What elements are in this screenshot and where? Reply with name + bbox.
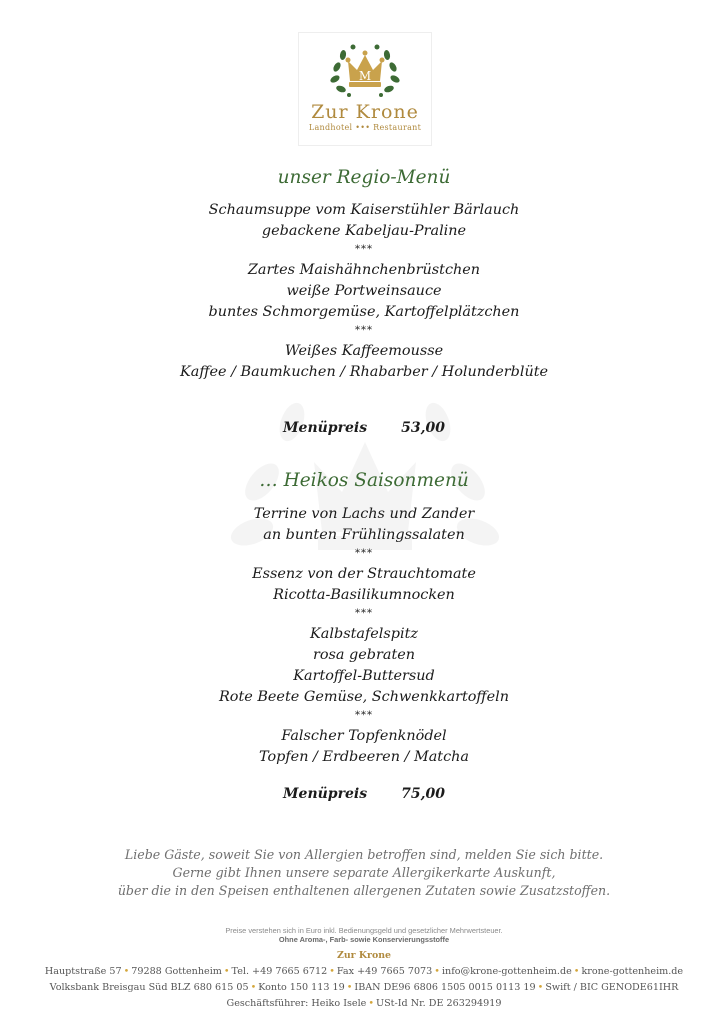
price-label: Menüpreis xyxy=(283,420,368,436)
additives-note: Ohne Aroma-, Farb- sowie Konservierungsstoffe xyxy=(278,935,450,944)
footer-email-link[interactable]: info@krone-gottenheim.de xyxy=(441,966,572,977)
dish-line: weiße Portweinsauce xyxy=(286,283,442,299)
dish-line: Essenz von der Strauchtomate xyxy=(252,566,476,582)
regio-course-3 xyxy=(0,341,728,383)
svg-text:M: M xyxy=(358,69,372,83)
allergy-line: Liebe Gäste, soweit Sie von Allergien betroffen sind, melden Sie sich bitte. xyxy=(124,847,604,862)
regio-menu-title: unser Regio-Menü xyxy=(277,167,451,188)
course-separator: *** xyxy=(355,608,373,619)
dish-line: buntes Schmorgemüse, Kartoffelplätzchen xyxy=(208,304,520,320)
logo xyxy=(298,32,432,146)
dish-line: Schaumsuppe vom Kaiserstühler Bärlauch xyxy=(208,202,520,218)
regio-course-1 xyxy=(0,200,728,242)
bullet-icon: • xyxy=(537,982,544,993)
saison-course-1 xyxy=(0,504,728,546)
footer-manager: Geschäftsführer: Heiko Isele xyxy=(226,998,367,1009)
price-value: 53,00 xyxy=(401,420,445,436)
bullet-icon: • xyxy=(223,966,230,977)
course-separator: *** xyxy=(355,548,373,559)
saison-course-4 xyxy=(0,726,728,768)
bullet-icon: • xyxy=(123,966,130,977)
saison-course-3 xyxy=(0,624,728,708)
regio-course-2 xyxy=(0,260,728,323)
bullet-icon: • xyxy=(573,966,580,977)
footer-company-name: Zur Krone xyxy=(337,950,391,961)
bullet-icon: • xyxy=(250,982,257,993)
saison-course-2 xyxy=(0,564,728,606)
dish-line: Zartes Maishähnchenbrüstchen xyxy=(247,262,481,278)
dish-line: Rote Beete Gemüse, Schwenkkartoffeln xyxy=(218,689,510,705)
dish-line: Falscher Topfenknödel xyxy=(281,728,447,744)
regio-menu xyxy=(0,165,728,438)
saison-menu-title: … Heikos Saisonmenü xyxy=(259,470,469,491)
allergy-note xyxy=(0,846,728,900)
footer-website-link[interactable]: krone-gottenheim.de xyxy=(581,966,684,977)
footer-bic: Swift / BIC GENODE61IHR xyxy=(545,982,679,993)
footer-account: Konto 150 113 19 xyxy=(258,982,345,993)
crown-emblem-icon xyxy=(323,37,407,101)
dish-line: rosa gebraten xyxy=(312,647,416,663)
allergy-line: Gerne gibt Ihnen unsere separate Allergikerkarte Auskunft, xyxy=(172,865,556,880)
price-note: Preise verstehen sich in Euro inkl. Bedienungsgeld und gesetzlicher Mehrwertsteuer. xyxy=(225,926,503,935)
footer-phone: Tel. +49 7665 6712 xyxy=(231,966,328,977)
dish-line: an bunten Frühlingssalaten xyxy=(263,527,465,543)
dish-line: Terrine von Lachs und Zander xyxy=(253,506,475,522)
brand-subtitle: Landhotel ••• Restaurant xyxy=(308,123,422,132)
dish-line: Topfen / Erdbeeren / Matcha xyxy=(259,749,469,765)
price-label: Menüpreis xyxy=(283,786,368,802)
footer-bank-line xyxy=(0,980,728,996)
footer-street: Hauptstraße 57 xyxy=(44,966,122,977)
bullet-icon: • xyxy=(329,966,335,977)
allergy-line: über die in den Speisen enthaltenen allergenen Zutaten sowie Zusatzstoffen. xyxy=(117,883,611,898)
course-separator: *** xyxy=(355,244,373,255)
dish-line: Ricotta-Basilikumnocken xyxy=(273,587,455,603)
footer-iban: IBAN DE96 6806 1505 0015 0113 19 xyxy=(354,982,536,993)
dish-line: Kartoffel-Buttersud xyxy=(293,668,435,684)
course-separator: *** xyxy=(355,710,373,721)
footer-bank: Volksbank Breisgau Süd BLZ 680 615 05 xyxy=(49,982,249,993)
dish-line: Weißes Kaffeemousse xyxy=(284,343,444,359)
bullet-icon: • xyxy=(434,966,440,977)
dish-line: Kalbstafelspitz xyxy=(310,626,418,642)
footer-company xyxy=(0,948,728,964)
course-separator: *** xyxy=(355,325,373,336)
footer-address-line xyxy=(0,964,728,980)
regio-menu-price xyxy=(0,418,728,438)
footer-city: 79288 Gottenheim xyxy=(131,966,222,977)
footer-fax: Fax +49 7665 7073 xyxy=(336,966,433,977)
bullet-icon: • xyxy=(346,982,353,993)
footer-vat-id: USt-Id Nr. DE 263294919 xyxy=(376,998,502,1009)
saison-menu xyxy=(0,468,728,804)
footer-legal-line xyxy=(0,996,728,1012)
dish-line: Kaffee / Baumkuchen / Rhabarber / Holunderblüte xyxy=(179,364,549,380)
brand-name: Zur Krone xyxy=(311,101,419,123)
bullet-icon: • xyxy=(368,998,374,1009)
saison-menu-price xyxy=(0,784,728,804)
price-value: 75,00 xyxy=(401,786,445,802)
dish-line: gebackene Kabeljau-Praline xyxy=(261,223,467,239)
